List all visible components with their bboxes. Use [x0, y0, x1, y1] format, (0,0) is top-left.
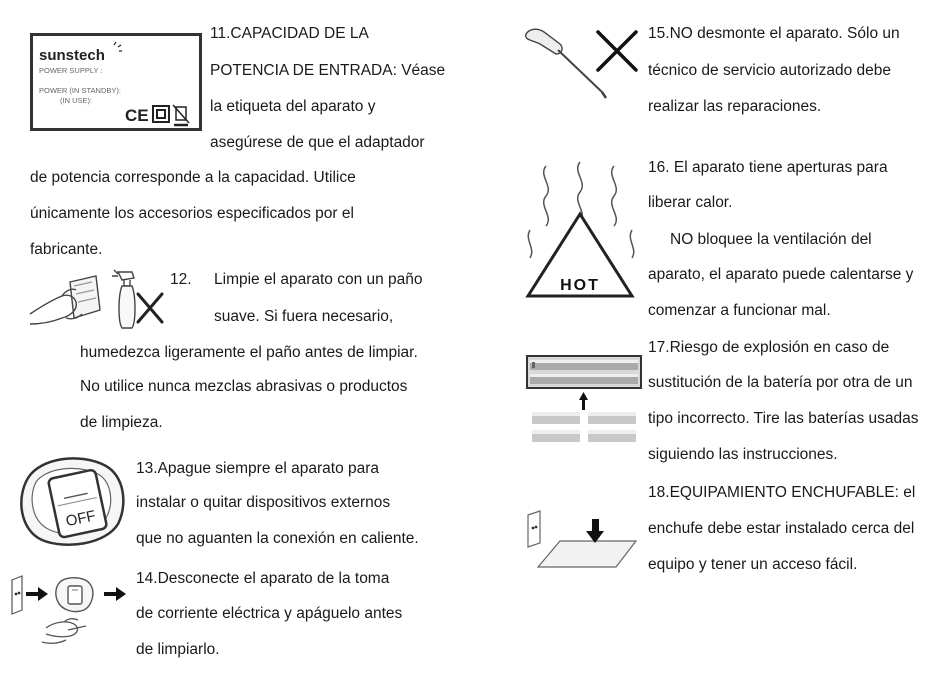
item-17-line-4: siguiendo las instrucciones.: [648, 446, 838, 463]
off-switch-image: [10, 448, 130, 552]
item-18-line-2: enchufe debe estar instalado cerca del: [648, 520, 915, 537]
item-11-line-1: 11.CAPACIDAD DE LA: [210, 25, 369, 42]
cleaning-image: [26, 266, 166, 334]
screwdriver-icon: [526, 29, 606, 98]
svg-text:POWER (IN STANDBY):: POWER (IN STANDBY):: [39, 86, 121, 95]
item-16-line-5: comenzar a funcionar mal.: [648, 302, 831, 319]
item-17-line-2: sustitución de la batería por otra de un: [648, 374, 913, 391]
item-18-line-3: equipo y tener un acceso fácil.: [648, 556, 858, 573]
floor-plane-icon: [538, 541, 636, 567]
item-16-line-1: 16. El aparato tiene aperturas para: [648, 159, 888, 176]
arrow-down-icon: [586, 519, 604, 543]
battery-image: [526, 340, 642, 448]
wall-socket-icon: [12, 576, 22, 614]
plug-location-image: [524, 505, 642, 575]
item-16-number: 16.: [648, 159, 670, 176]
prohibited-cross-icon-2: [598, 32, 636, 70]
item-13-line-1: 13.Apague siempre el aparato para: [136, 460, 380, 477]
item-12-line-2: suave. Si fuera necesario,: [214, 308, 394, 325]
switch-off-icon: [56, 578, 93, 612]
prohibited-cross-icon: [138, 294, 162, 322]
spray-bottle-icon: [112, 270, 135, 328]
item-15-line-2: técnico de servicio autorizado debe: [648, 62, 891, 79]
item-18-number: 18.: [648, 484, 670, 501]
item-12-line-3: humedezca ligeramente el paño antes de limpiar.: [80, 344, 418, 361]
item-14-line-3: de limpiarlo.: [136, 641, 220, 658]
item-11-line-4: asegúrese de que el adaptador: [210, 134, 425, 151]
item-17-line-1: 17.Riesgo de explosión en caso de: [648, 339, 890, 356]
item-16-line-2: liberar calor.: [648, 194, 733, 211]
item-18-line-1: 18.EQUIPAMIENTO ENCHUFABLE: el: [648, 484, 916, 501]
item-12-line-5: de limpieza.: [80, 414, 163, 431]
hot-label: HOT: [560, 277, 600, 294]
arrow-up-icon: [579, 392, 588, 410]
item-14-line-1: 14.Desconecte el aparato de la toma: [136, 570, 390, 587]
item-12-line-1: Limpie el aparato con un paño: [214, 271, 423, 288]
brand-logo-text: sunstech: [39, 47, 105, 64]
item-15-number: 15.: [648, 25, 670, 42]
item-11-line-3: la etiqueta del aparato y: [210, 98, 376, 115]
unplug-sequence-image: [8, 572, 132, 648]
item-11-line-2: POTENCIA DE ENTRADA: Véase: [210, 62, 446, 79]
item-11-line-5: de potencia corresponde a la capacidad. Utilice: [30, 169, 356, 186]
item-11-line-6: únicamente los accesorios especificados por el: [30, 205, 354, 222]
battery-compartment-icon: [527, 356, 641, 388]
wall-socket-icon-2: [528, 511, 540, 547]
battery-cells-icon: [532, 412, 636, 442]
hand-cloth-icon: [30, 276, 100, 324]
svg-text:(IN USE):: (IN USE):: [60, 96, 93, 105]
svg-text:POWER SUPPLY :: POWER SUPPLY :: [39, 66, 103, 75]
item-16-line-3: NO bloquee la ventilación del: [670, 231, 872, 248]
item-13-number: 13.: [136, 460, 158, 477]
item-15-line-1: 15.NO desmonte el aparato. Sólo un: [648, 25, 900, 42]
arrow-right-icon: [26, 587, 48, 601]
hot-warning-image: [520, 160, 642, 300]
item-16-line-4: aparato, el aparato puede calentarse y: [648, 266, 914, 283]
item-13-line-3: que no aguanten la conexión en caliente.: [136, 530, 419, 547]
item-14-number: 14.: [136, 570, 158, 587]
off-label: OFF: [64, 507, 98, 531]
item-15-line-3: realizar las reparaciones.: [648, 98, 822, 115]
item-17-line-3: tipo incorrecto. Tire las baterías usadas: [648, 410, 919, 427]
item-12-number: 12.: [170, 271, 192, 288]
rating-label-image: [30, 33, 202, 131]
item-12-line-4: No utilice nunca mezclas abrasivas o productos: [80, 378, 408, 395]
no-disassemble-image: [520, 22, 642, 108]
arrow-right-icon-2: [104, 587, 126, 601]
item-11-line-7: fabricante.: [30, 241, 103, 258]
hand-wiping-icon: [42, 619, 86, 644]
item-13-line-2: instalar o quitar dispositivos externos: [136, 494, 391, 511]
item-11-number: 11.: [210, 25, 231, 42]
item-14-line-2: de corriente eléctrica y apáguelo antes: [136, 605, 403, 622]
item-17-number: 17.: [648, 339, 670, 356]
ce-mark-icon: CE: [125, 106, 149, 125]
